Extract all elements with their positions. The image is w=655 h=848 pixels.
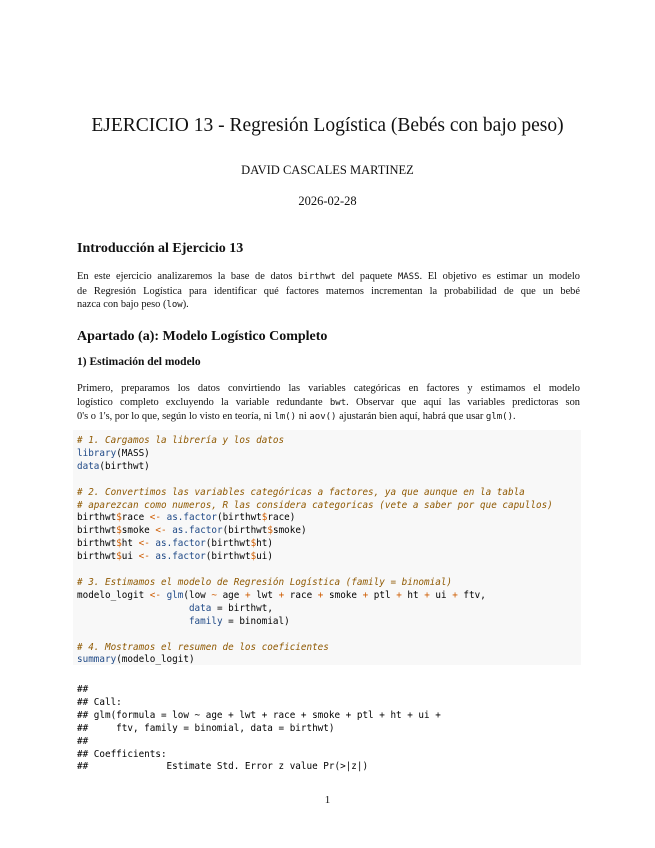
text: de Regresión Logística para identificar qué factores maternos incrementan la probabilidad de que un bebé: [77, 285, 580, 297]
code-text: birthwt: [77, 525, 117, 537]
code-operator: <-: [138, 538, 150, 550]
intro-paragraph: [77, 270, 580, 313]
code-operator: <-: [155, 525, 167, 537]
text: ).: [182, 299, 189, 310]
code-text: ui: [121, 551, 139, 563]
code-text: = binomial): [222, 615, 290, 627]
code-text: race: [121, 512, 150, 524]
text: nazca con bajo peso (: [77, 299, 167, 310]
output-line: ## Estimate Std. Error z value Pr(>|z|): [77, 761, 369, 773]
code-text: birthwt: [77, 551, 117, 563]
code-text: (birthwt): [99, 460, 150, 472]
code-comment: # 2. Convertimos las variables categóricas a factores, ya que aunque en la tabla: [77, 486, 525, 498]
text: del paquete: [335, 271, 398, 282]
text: En este ejercicio analizaremos la base de datos: [77, 271, 299, 282]
code-text: (MASS): [116, 447, 150, 459]
code-text: smoke: [121, 525, 156, 537]
code-operator: +: [452, 589, 458, 601]
code-function: as.factor: [155, 551, 206, 563]
code-operator: <-: [149, 512, 161, 524]
output-line: ## Coefficients:: [77, 748, 167, 760]
code-operator: ~: [211, 589, 217, 601]
text: 0's o 1's, por lo que, según lo visto en teoría, ni: [77, 411, 275, 422]
code-operator: <-: [138, 551, 150, 563]
code-text: birthwt: [77, 512, 117, 524]
code-operator: $: [116, 512, 122, 524]
inline-code: aov(): [309, 412, 337, 422]
output-line: ##: [77, 735, 89, 747]
code-text: lwt: [250, 589, 279, 601]
intro-heading: Introducción al Ejercicio 13: [77, 241, 244, 256]
output-line: ## ftv, family = binomial, data = birthwt): [77, 722, 335, 734]
code-operator: $: [116, 551, 122, 563]
code-operator: <-: [149, 589, 161, 601]
code-function: library: [77, 447, 117, 459]
inline-code: bwt: [329, 397, 347, 408]
inline-code: MASS: [397, 272, 420, 282]
code-text: ht: [401, 589, 425, 601]
code-operator: +: [396, 589, 402, 601]
r-code-block: [77, 435, 577, 667]
output-line: ##: [77, 684, 89, 695]
text: Primero, preparamos los datos convirtiendo las variables categóricas en factores y estimamos el modelo: [77, 383, 580, 394]
text: ajustarán bien aquí, habrá que usar: [336, 411, 486, 422]
code-operator: $: [116, 538, 122, 550]
code-text: age: [216, 589, 245, 601]
text: .: [513, 411, 516, 422]
inline-code: low: [166, 300, 183, 310]
code-text: race: [284, 589, 318, 601]
code-text: (birthwt: [205, 551, 251, 563]
code-text: = birthwt,: [211, 602, 273, 614]
code-text: ftv,: [457, 589, 486, 601]
code-text: ht: [121, 538, 139, 550]
code-operator: +: [278, 589, 285, 601]
code-function: summary: [77, 654, 117, 666]
code-function: as.factor: [166, 512, 217, 524]
text: ni: [296, 411, 310, 422]
code-operator: +: [244, 589, 251, 601]
code-text: smoke): [272, 525, 307, 537]
code-text: (birthwt: [222, 525, 268, 537]
code-text: (birthwt: [205, 538, 251, 550]
document-author: DAVID CASCALES MARTINEZ: [241, 163, 414, 177]
page-number: 1: [324, 794, 331, 806]
code-function: data: [77, 460, 100, 472]
code-operator: +: [362, 589, 369, 601]
code-operator: +: [424, 589, 430, 601]
code-comment: # 4. Mostramos el resumen de los coeficientes: [77, 641, 329, 653]
code-text: race): [267, 512, 296, 524]
code-text: birthwt: [77, 538, 117, 550]
text: logístico completo excluyendo la variable redundante: [77, 396, 330, 408]
code-text: ui): [256, 551, 273, 563]
code-function: as.factor: [155, 538, 206, 550]
code-operator: $: [261, 512, 268, 524]
inline-code: glm(): [485, 412, 514, 422]
code-operator: $: [250, 538, 257, 550]
text: . El objetivo es estimar un modelo: [419, 271, 580, 282]
r-output-block: [77, 684, 577, 774]
code-argument: data: [188, 602, 212, 614]
code-argument: family: [188, 615, 223, 627]
code-text: ptl: [368, 589, 397, 601]
document-title: EJERCICIO 13 - Regresión Logística (Bebés con bajo peso): [91, 115, 564, 136]
inline-code: birthwt: [298, 272, 336, 282]
code-text: modelo_logit: [77, 589, 150, 601]
section-a-paragraph: [77, 382, 580, 425]
code-operator: $: [116, 525, 122, 537]
section-a-heading: Apartado (a): Modelo Logístico Completo: [77, 329, 328, 344]
code-comment: # 3. Estimamos el modelo de Regresión Logística (family = binomial): [77, 576, 453, 588]
output-line: ## glm(formula = low ~ age + lwt + race + smoke + ptl + ht + ui +: [77, 709, 441, 721]
code-text: ht): [256, 538, 273, 550]
output-line: ## Call:: [77, 696, 122, 708]
code-function: glm: [166, 589, 184, 601]
code-text: (birthwt: [216, 512, 262, 524]
code-text: smoke: [323, 589, 363, 601]
code-operator: $: [267, 525, 273, 537]
inline-code: lm(): [274, 412, 297, 422]
code-text: (modelo_logit): [116, 654, 195, 666]
text: . Observar que aquí las variables predictoras son: [346, 396, 580, 408]
code-text: ui: [429, 589, 453, 601]
subsection-heading: 1) Estimación del modelo: [77, 356, 201, 368]
code-comment: # 1. Cargamos la librería y los datos: [77, 435, 285, 446]
code-comment: # aparezcan como numeros, R las considera categoricas (vete a saber por que capullos): [77, 499, 553, 511]
code-text: (low: [183, 589, 212, 601]
code-operator: $: [250, 551, 257, 563]
code-operator: +: [317, 589, 324, 601]
code-function: as.factor: [172, 525, 223, 537]
document-date: 2026-02-28: [298, 194, 357, 208]
